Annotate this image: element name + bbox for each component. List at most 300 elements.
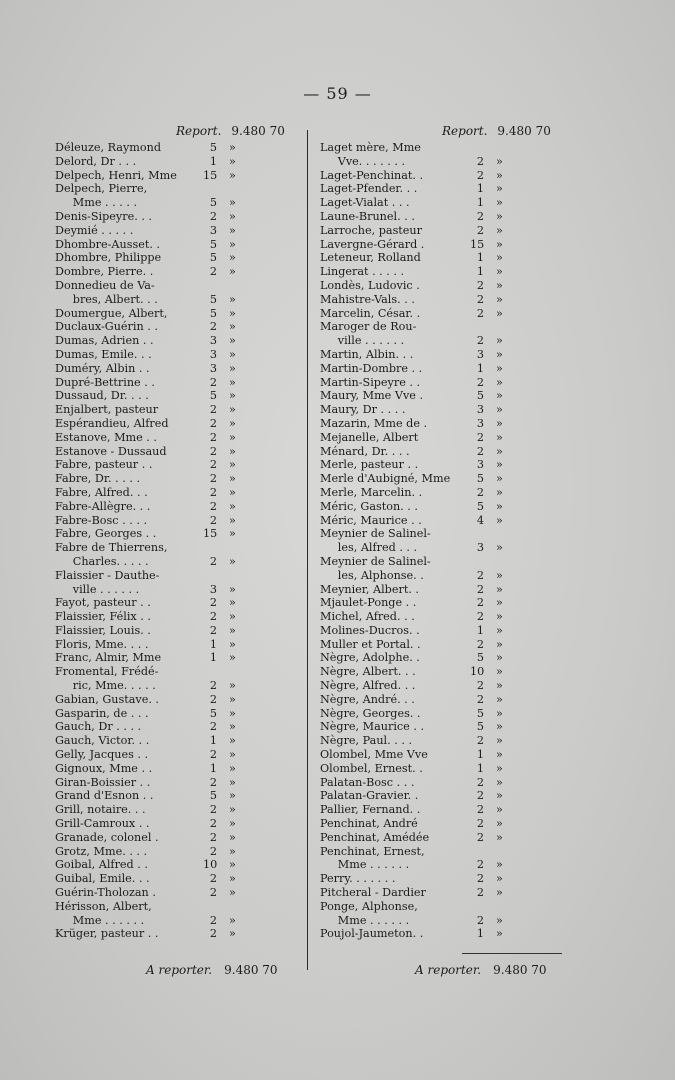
list-item — [320, 789, 560, 803]
entry-name: Meynier, Albert. . — [320, 582, 419, 596]
entry-unit: » — [229, 513, 236, 527]
list-item — [55, 334, 295, 348]
list-item — [320, 458, 560, 472]
entry-amount: 2 — [476, 872, 484, 886]
entry-name: Fabre, Dr. . . . . — [55, 472, 141, 486]
entry-unit: » — [229, 527, 236, 541]
list-item — [320, 376, 560, 390]
list-item — [55, 734, 295, 748]
entry-name: Mme . . . . . . — [320, 858, 410, 872]
entry-name: Pitcheral - Dardier — [320, 886, 426, 900]
entry-amount: 5 — [209, 389, 217, 403]
list-item — [320, 555, 560, 569]
entry-amount: 5 — [209, 789, 217, 803]
list-item — [320, 927, 560, 941]
entry-amount: 2 — [209, 886, 217, 900]
entry-unit: » — [229, 679, 236, 693]
entry-unit: » — [496, 789, 503, 803]
entry-amount: 2 — [476, 913, 484, 927]
list-item — [55, 376, 295, 390]
entry-name: Floris, Mme. . . . — [55, 637, 149, 651]
entry-unit: » — [229, 485, 236, 499]
entry-name: Gelly, Jacques . . — [55, 748, 149, 762]
list-item — [320, 651, 560, 665]
entry-name: Lingerat . . . . . — [320, 265, 405, 279]
entry-unit: » — [496, 182, 503, 196]
list-item — [320, 210, 560, 224]
entry-name: Dombre, Pierre. . — [55, 265, 154, 279]
entry-unit: » — [496, 237, 503, 251]
entry-name: Nègre, Alfred. . . — [320, 679, 416, 693]
entry-unit: » — [496, 651, 503, 665]
list-item — [320, 914, 560, 928]
entry-amount: 2 — [209, 209, 217, 223]
entry-name: Maury, Dr . . . . — [320, 403, 406, 417]
list-item — [55, 169, 295, 183]
list-item — [320, 541, 560, 555]
entry-amount: 2 — [209, 458, 217, 472]
list-item — [320, 583, 560, 597]
entry-name: les, Alfred . . . — [320, 541, 418, 555]
entry-amount: 2 — [209, 403, 217, 417]
entry-name: Grotz, Mme. . . . — [55, 844, 148, 858]
entry-name: Olombel, Ernest. . — [320, 761, 423, 775]
entry-name: Fabre-Allègre. . . — [55, 499, 151, 513]
list-item — [320, 445, 560, 459]
list-item — [320, 251, 560, 265]
list-item — [55, 417, 295, 431]
entry-unit: » — [496, 513, 503, 527]
entry-unit: » — [229, 844, 236, 858]
entry-name: Krüger, pasteur . . — [55, 927, 159, 941]
list-item — [320, 500, 560, 514]
column-divider — [307, 130, 308, 970]
entry-amount: 2 — [476, 223, 484, 237]
entry-name: Donnedieu de Va- — [55, 278, 155, 292]
entry-name: Déleuze, Raymond — [55, 141, 162, 154]
entry-unit: » — [496, 679, 503, 693]
entry-unit: » — [229, 789, 236, 803]
entry-name: Dumas, Adrien . . — [55, 334, 154, 348]
entry-unit: » — [229, 389, 236, 403]
entry-amount: 3 — [476, 541, 484, 555]
entry-name: Franc, Almir, Mme — [55, 651, 162, 665]
entry-unit: » — [229, 416, 236, 430]
list-item — [55, 665, 295, 679]
entry-name: Mazarin, Mme de . — [320, 416, 428, 430]
entry-name: Guibal, Emile. . . — [55, 872, 150, 886]
entry-amount: 2 — [476, 637, 484, 651]
entry-unit: » — [229, 223, 236, 237]
list-item — [55, 679, 295, 693]
list-item — [320, 624, 560, 638]
entry-unit: » — [496, 775, 503, 789]
entry-amount: 2 — [209, 748, 217, 762]
entry-amount: 2 — [476, 278, 484, 292]
entry-unit: » — [229, 375, 236, 389]
entry-name: Nègre, Adolphe. . — [320, 651, 420, 665]
entry-amount: 2 — [209, 472, 217, 486]
list-item — [320, 417, 560, 431]
list-item — [55, 155, 295, 169]
entry-name: Penchinat, André — [320, 817, 418, 831]
entry-name: ville . . . . . . — [55, 582, 140, 596]
entry-unit: » — [496, 623, 503, 637]
entry-unit: » — [229, 858, 236, 872]
list-item — [55, 238, 295, 252]
list-item — [320, 169, 560, 183]
entry-name: Nègre, Albert. . . — [320, 665, 416, 679]
list-item — [320, 182, 560, 196]
entry-name: Fabre-Bosc . . . . — [55, 513, 147, 527]
list-item — [320, 693, 560, 707]
entry-name: Denis-Sipeyre. . . — [55, 209, 152, 223]
entry-unit: » — [229, 334, 236, 348]
entry-amount: 5 — [476, 389, 484, 403]
entry-amount: 5 — [476, 706, 484, 720]
entry-name: Delpech, Henri, Mme — [55, 168, 177, 182]
entry-name: Fayot, pasteur . . — [55, 596, 151, 610]
list-item — [320, 486, 560, 500]
entry-amount: 1 — [209, 637, 217, 651]
entry-amount: 5 — [476, 651, 484, 665]
entry-name: Palatan-Gravier. . — [320, 789, 419, 803]
entry-unit: » — [496, 430, 503, 444]
list-item — [320, 389, 560, 403]
entry-amount: 1 — [209, 154, 217, 168]
entry-name: bres, Albert. . . — [55, 292, 158, 306]
entry-amount: 2 — [476, 568, 484, 582]
list-item — [55, 486, 295, 500]
entry-amount: 1 — [209, 734, 217, 748]
entry-name: Nègre, Maurice . . — [320, 720, 425, 734]
list-item — [320, 348, 560, 362]
entry-amount: 3 — [209, 334, 217, 348]
list-item — [55, 348, 295, 362]
list-item — [55, 431, 295, 445]
list-item — [55, 500, 295, 514]
entry-unit: » — [496, 858, 503, 872]
entry-name: Fabre, Alfred. . . — [55, 485, 148, 499]
entry-amount: 2 — [209, 320, 217, 334]
entry-amount: 2 — [209, 444, 217, 458]
entry-amount: 10 — [203, 858, 218, 872]
right-carry-footer — [415, 963, 547, 977]
entry-amount: 15 — [470, 237, 485, 251]
entry-name: Laget-Penchinat. . — [320, 168, 424, 182]
list-item — [320, 141, 560, 155]
entry-unit: » — [229, 692, 236, 706]
entry-name: Doumergue, Albert, — [55, 306, 168, 320]
list-item — [55, 472, 295, 486]
entry-amount: 2 — [209, 872, 217, 886]
list-item — [320, 224, 560, 238]
entry-unit: » — [496, 403, 503, 417]
list-item — [320, 831, 560, 845]
entry-unit: » — [496, 209, 503, 223]
entry-amount: 2 — [476, 775, 484, 789]
list-item — [55, 803, 295, 817]
entry-amount: 2 — [476, 375, 484, 389]
entry-amount: 5 — [476, 472, 484, 486]
entry-amount: 3 — [476, 458, 484, 472]
entry-amount: 2 — [209, 830, 217, 844]
list-item — [320, 279, 560, 293]
list-item — [55, 831, 295, 845]
entry-unit: » — [496, 306, 503, 320]
entry-unit: » — [496, 610, 503, 624]
list-item — [55, 445, 295, 459]
entry-unit: » — [229, 623, 236, 637]
list-item — [55, 224, 295, 238]
page-number: — 59 — — [303, 84, 372, 103]
entry-amount: 2 — [476, 734, 484, 748]
entry-name: Estanove - Dussaud — [55, 444, 167, 458]
entry-amount: 5 — [209, 237, 217, 251]
list-item — [55, 403, 295, 417]
entry-unit: » — [496, 665, 503, 679]
entry-unit: » — [496, 637, 503, 651]
entry-name: Vve. . . . . . . — [320, 154, 406, 168]
list-item — [320, 320, 560, 334]
entry-name: Grill, notaire. . . — [55, 803, 146, 817]
left-carry-label: A reporter. — [146, 963, 213, 977]
entry-amount: 3 — [476, 347, 484, 361]
entry-unit: » — [229, 444, 236, 458]
list-item — [320, 665, 560, 679]
list-item — [55, 251, 295, 265]
entry-amount: 2 — [476, 334, 484, 348]
entry-name: Maury, Mme Vve . — [320, 389, 423, 403]
entry-name: Fabre de Thierrens, — [55, 541, 168, 555]
entry-unit: » — [496, 830, 503, 844]
entry-unit: » — [496, 389, 503, 403]
entry-amount: 2 — [209, 596, 217, 610]
entry-amount: 1 — [476, 182, 484, 196]
entry-unit: » — [496, 278, 503, 292]
left-report-amount: 9.480 70 — [231, 124, 285, 138]
entry-amount: 5 — [209, 706, 217, 720]
entry-amount: 2 — [476, 610, 484, 624]
entry-unit: » — [229, 320, 236, 334]
left-carry-amount: 9.480 70 — [224, 963, 278, 977]
entry-amount: 2 — [209, 265, 217, 279]
list-item — [320, 886, 560, 900]
list-item — [55, 927, 295, 941]
entry-amount: 2 — [476, 886, 484, 900]
entry-name: Nègre, Paul. . . . — [320, 734, 413, 748]
list-item — [55, 651, 295, 665]
entry-unit: » — [496, 913, 503, 927]
entry-unit: » — [229, 458, 236, 472]
entry-name: Fabre, pasteur . . — [55, 458, 153, 472]
entry-name: Martin-Dombre . . — [320, 361, 423, 375]
entry-unit: » — [229, 499, 236, 513]
entry-unit: » — [496, 196, 503, 210]
entry-name: Penchinat, Amédée — [320, 830, 430, 844]
entry-name: Dupré-Bettrine . . — [55, 375, 155, 389]
entry-unit: » — [229, 610, 236, 624]
entry-name: Merle, pasteur . . — [320, 458, 419, 472]
entry-amount: 2 — [476, 858, 484, 872]
entry-unit: » — [496, 458, 503, 472]
entry-unit: » — [496, 927, 503, 941]
entry-name: Gabian, Gustave. . — [55, 692, 159, 706]
entry-unit: » — [496, 734, 503, 748]
list-item — [55, 596, 295, 610]
entry-amount: 15 — [203, 168, 218, 182]
entry-unit: » — [229, 872, 236, 886]
entry-name: Laget mère, Mme — [320, 141, 421, 154]
list-item — [55, 817, 295, 831]
entry-unit: » — [496, 596, 503, 610]
entry-amount: 2 — [476, 817, 484, 831]
entry-amount: 5 — [209, 306, 217, 320]
entry-unit: » — [496, 803, 503, 817]
list-item — [320, 403, 560, 417]
entry-amount: 2 — [209, 720, 217, 734]
entry-amount: 2 — [476, 209, 484, 223]
list-item — [320, 293, 560, 307]
list-item — [320, 362, 560, 376]
list-item — [320, 155, 560, 169]
entry-name: Delpech, Pierre, — [55, 182, 148, 196]
entry-amount: 2 — [476, 168, 484, 182]
entry-unit: » — [496, 154, 503, 168]
list-item — [55, 789, 295, 803]
entry-name: Penchinat, Ernest, — [320, 844, 425, 858]
entry-name: Dhombre-Ausset. . — [55, 237, 160, 251]
list-item — [55, 541, 295, 555]
entry-unit: » — [229, 141, 236, 154]
list-item — [320, 900, 560, 914]
list-item — [320, 776, 560, 790]
entry-unit: » — [229, 168, 236, 182]
entry-unit: » — [229, 403, 236, 417]
entry-name: Estanove, Mme . . — [55, 430, 157, 444]
entry-amount: 3 — [476, 416, 484, 430]
list-item — [55, 872, 295, 886]
entry-unit: » — [229, 748, 236, 762]
entry-unit: » — [496, 568, 503, 582]
entry-name: Grand d'Esnon . . — [55, 789, 154, 803]
entry-unit: » — [496, 761, 503, 775]
list-item — [320, 748, 560, 762]
entry-name: Nègre, Georges. . — [320, 706, 421, 720]
list-item — [55, 610, 295, 624]
list-item — [55, 307, 295, 321]
entry-unit: » — [229, 251, 236, 265]
entry-amount: 2 — [209, 610, 217, 624]
list-item — [55, 293, 295, 307]
entry-unit: » — [229, 706, 236, 720]
entry-amount: 2 — [476, 803, 484, 817]
entry-amount: 2 — [476, 306, 484, 320]
list-item — [320, 803, 560, 817]
right-column — [320, 141, 560, 941]
entry-name: Fabre, Georges . . — [55, 527, 157, 541]
entry-name: Gauch, Dr . . . . — [55, 720, 142, 734]
entry-unit: » — [229, 775, 236, 789]
entry-unit: » — [496, 692, 503, 706]
entry-name: Nègre, André. . . — [320, 692, 415, 706]
entry-name: Giran-Boissier . . — [55, 775, 151, 789]
entry-name: Meynier de Salinel- — [320, 527, 431, 541]
entry-name: Molines-Ducros. . — [320, 623, 420, 637]
entry-unit: » — [496, 720, 503, 734]
entry-name: Flaissier - Dauthe- — [55, 568, 160, 582]
entry-name: Mejanelle, Albert — [320, 430, 419, 444]
entry-unit: » — [229, 472, 236, 486]
list-item — [320, 569, 560, 583]
entry-name: Muller et Portal. . — [320, 637, 421, 651]
entry-unit: » — [229, 803, 236, 817]
entry-name: Méric, Maurice . . — [320, 513, 422, 527]
entry-amount: 3 — [209, 361, 217, 375]
list-item — [55, 900, 295, 914]
entry-name: Pallier, Fernand. . — [320, 803, 421, 817]
entry-amount: 2 — [476, 444, 484, 458]
entry-unit: » — [229, 927, 236, 941]
entry-name: Meynier de Salinel- — [320, 554, 431, 568]
entry-amount: 2 — [476, 154, 484, 168]
list-item — [320, 610, 560, 624]
list-item — [55, 527, 295, 541]
entry-amount: 2 — [476, 292, 484, 306]
left-report-header — [176, 124, 285, 138]
list-item — [55, 762, 295, 776]
entry-unit: » — [229, 554, 236, 568]
entry-amount: 10 — [470, 665, 485, 679]
entry-unit: » — [229, 430, 236, 444]
entry-unit: » — [496, 334, 503, 348]
entry-amount: 2 — [476, 485, 484, 499]
entry-amount: 4 — [476, 513, 484, 527]
entry-name: Méric, Gaston. . . — [320, 499, 418, 513]
entry-unit: » — [229, 209, 236, 223]
entry-unit: » — [496, 292, 503, 306]
entry-unit: » — [229, 761, 236, 775]
entry-name: Goibal, Alfred . . — [55, 858, 148, 872]
list-item — [55, 693, 295, 707]
entry-unit: » — [229, 154, 236, 168]
entry-name: Enjalbert, pasteur — [55, 403, 159, 417]
entry-amount: 1 — [476, 623, 484, 637]
list-item — [55, 458, 295, 472]
entry-name: Olombel, Mme Vve — [320, 748, 428, 762]
entry-amount: 5 — [476, 499, 484, 513]
left-column — [55, 141, 295, 941]
list-item — [55, 265, 295, 279]
entry-unit: » — [496, 886, 503, 900]
entry-amount: 2 — [209, 679, 217, 693]
list-item — [320, 238, 560, 252]
entry-amount: 1 — [476, 265, 484, 279]
entry-amount: 2 — [209, 817, 217, 831]
entry-amount: 3 — [209, 223, 217, 237]
left-carry-footer — [146, 963, 278, 977]
list-item — [55, 858, 295, 872]
entry-unit: » — [229, 306, 236, 320]
entry-name: Flaissier, Louis. . — [55, 623, 151, 637]
list-item — [55, 141, 295, 155]
entry-unit: » — [496, 485, 503, 499]
entry-amount: 3 — [209, 347, 217, 361]
entry-unit: » — [496, 361, 503, 375]
entry-amount: 5 — [476, 720, 484, 734]
list-item — [55, 569, 295, 583]
entry-name: Mme . . . . . . — [320, 913, 410, 927]
